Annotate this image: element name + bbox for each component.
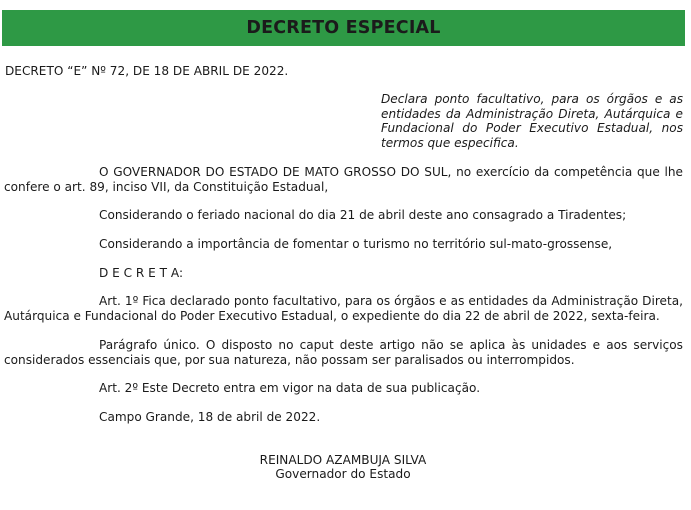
considerando-tourism: Considerando a importância de fomentar o turismo no território sul-mato-grossense, [99,237,613,251]
considerando-holiday: Considerando o feriado nacional do dia 21 de abril deste ano consagrado a Tiradentes; [99,208,627,222]
decree-header-title: DECRETO ESPECIAL [246,17,441,38]
decree-header-banner [2,10,685,46]
decree-ementa: Declara ponto facultativo, para os órgãos e as entidades da Administração Direta, Autárquica e Fundacional do Poder Executivo Estadual, nos termos que especifica. [381,92,683,151]
paragrafo-unico: Parágrafo único. O disposto no caput deste artigo não se aplica às unidades e aos serviços considerados essenciais que, por sua natureza, não possam ser paralisados ou interrompidos. [4,338,683,367]
article-2: Art. 2º Este Decreto entra em vigor na data de sua publicação. [99,381,481,395]
article-1: Art. 1º Fica declarado ponto facultativo, para os órgãos e as entidades da Administração Direta, Autárquica e Fundacional do Poder Executivo Estadual, o expediente do dia 22 de abril de 2022, sexta-feira. [4,294,683,323]
decree-number: DECRETO “E” Nº 72, DE 18 DE ABRIL DE 2022. [5,64,289,78]
signer-title: Governador do Estado [275,467,411,481]
preamble-paragraph: O GOVERNADOR DO ESTADO DE MATO GROSSO DO SUL, no exercício da competência que lhe confere o art. 89, inciso VII, da Constituição Estadual, [4,165,683,194]
place-and-date: Campo Grande, 18 de abril de 2022. [99,410,321,424]
signer-name: REINALDO AZAMBUJA SILVA [259,453,427,467]
decreta-heading: D E C R E T A: [99,266,184,280]
